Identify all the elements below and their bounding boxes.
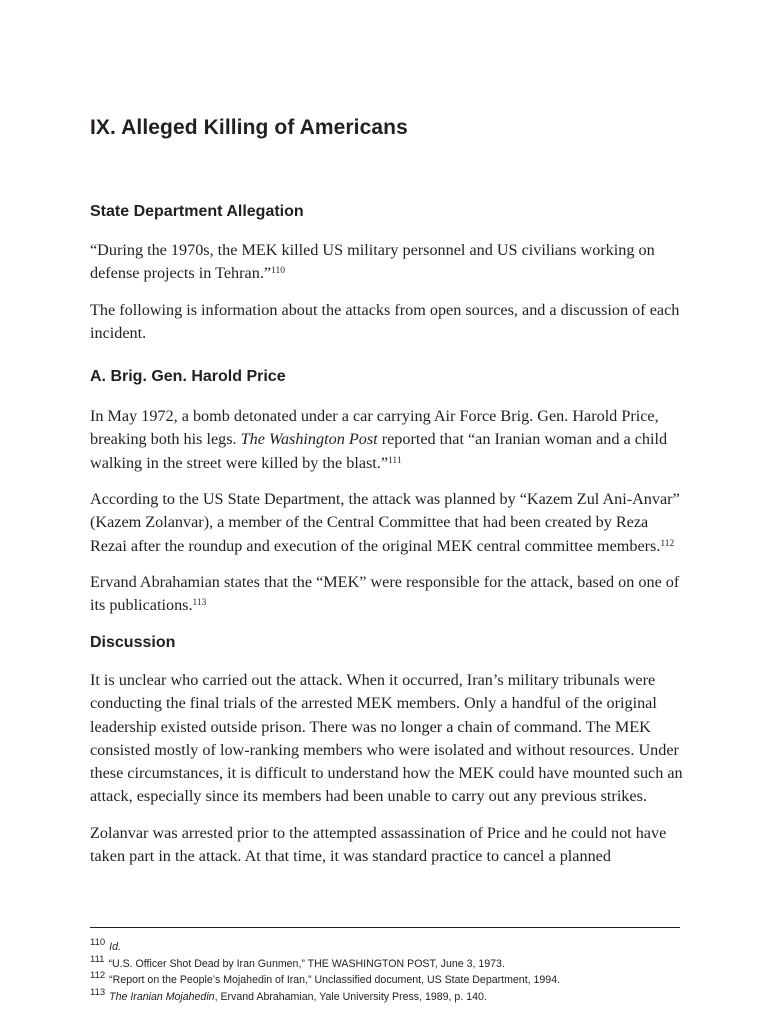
price-paragraph-1-text-b: reported that “an Iranian woman and a child walking in the street were killed by the blast.” — [90, 430, 668, 472]
chapter-title: IX. Alleged Killing of Americans — [90, 116, 408, 139]
footnote-ref-112[interactable]: 112 — [660, 538, 675, 549]
footnote-ref-113[interactable]: 113 — [192, 598, 207, 609]
footnote-110 — [90, 937, 121, 954]
price-paragraph-1 — [90, 405, 685, 475]
footnote-number: 112 — [90, 970, 106, 981]
price-paragraph-2-text: According to the US State Department, the attack was planned by “Kazem Zul Ani-Anvar” (Kazem Zolanvar), a member of the Central Committee that had been created by Reza Rezai after the roundup and execution of the original MEK central committee members. — [90, 490, 680, 555]
footnote-ref-111[interactable]: 111 — [388, 455, 402, 466]
footnote-number: 113 — [90, 987, 106, 998]
footnote-italic: Id. — [109, 941, 121, 953]
allegation-quote-text: “During the 1970s, the MEK killed US military personnel and US civilians working on defense projects in Tehran.” — [90, 241, 655, 283]
footnote-text: “Report on the People’s Mojahedin of Iran,” Unclassified document, US State Department, 1994. — [109, 974, 561, 986]
footnote-divider — [90, 927, 680, 928]
price-paragraph-2 — [90, 488, 685, 558]
publication-title: The Washington Post — [240, 430, 378, 449]
section-heading-state-department: State Department Allegation — [90, 203, 304, 220]
footnote-italic: The Iranian Mojahedin — [109, 991, 215, 1003]
footnote-ref-110[interactable]: 110 — [271, 266, 285, 277]
price-paragraph-1-text-a: In May 1972, a bomb detonated under a car carrying Air Force Brig. Gen. Harold Price, breaking both his legs. — [90, 407, 659, 449]
footnote-111 — [90, 954, 505, 971]
footnote-text: , Ervand Abrahamian, Yale University Press, 1989, p. 140. — [214, 991, 487, 1003]
discussion-paragraph-1: It is unclear who carried out the attack. When it occurred, Iran’s military tribunals were conducting the final trials of the arrested MEK members. Only a handful of the original leadership existed outside prison. There was no longer a chain of command. The MEK consisted mostly of low-ranking members who were isolated and without resources. Under these circumstances, it is difficult to understand how the MEK could have mounted such an attack, especially since its members had been unable to carry out any previous strikes. — [90, 671, 683, 806]
footnote-text: “U.S. Officer Shot Dead by Iran Gunmen,” THE WASHINGTON POST, June 3, 1973. — [108, 958, 505, 970]
footnote-number: 111 — [90, 954, 105, 965]
price-paragraph-3-text: Ervand Abrahamian states that the “MEK” were responsible for the attack, based on one of its publications. — [90, 573, 680, 615]
footnote-112 — [90, 970, 561, 987]
footnote-113 — [90, 987, 487, 1004]
discussion-paragraph-2: Zolanvar was arrested prior to the attempted assassination of Price and he could not have taken part in the attack. At that time, it was standard practice to cancel a planned — [90, 824, 667, 866]
allegation-quote — [90, 239, 685, 286]
footnote-number: 110 — [90, 937, 106, 948]
section-heading-discussion: Discussion — [90, 634, 176, 651]
intro-paragraph: The following is information about the attacks from open sources, and a discussion of each incident. — [90, 301, 680, 343]
section-heading-price: A. Brig. Gen. Harold Price — [90, 368, 286, 385]
price-paragraph-3 — [90, 571, 685, 618]
